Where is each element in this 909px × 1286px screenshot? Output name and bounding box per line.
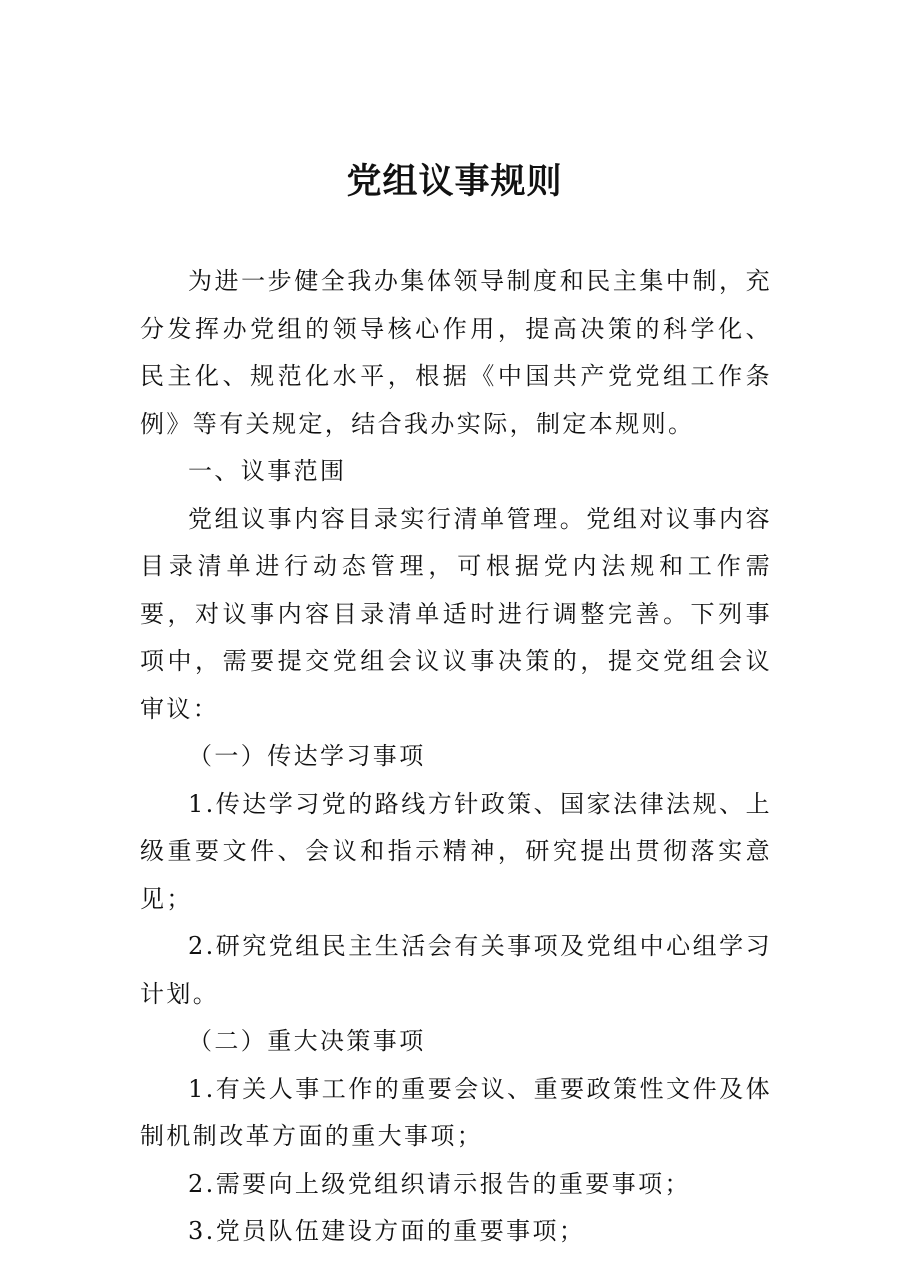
list-item: 2.需要向上级党组织请示报告的重要事项； [188,1169,691,1198]
section-1-paragraph: 党组议事内容目录实行清单管理。党组对议事内容目录清单进行动态管理，可根据党内法规和工作需要，对议事内容目录清单适时进行调整完善。下列事项中，需要提交党组会议议事决策的，提交党组会议审议： [140,504,772,723]
list-item: 3.党员队伍建设方面的重要事项； [188,1217,586,1245]
list-item: 2.研究党组民主生活会有关事项及党组中心组学习计划。 [140,932,772,1008]
subsection-heading-2: （二）重大决策事项 [188,1027,426,1055]
list-item: 1.有关人事工作的重要会议、重要政策性文件及体制机制改革方面的重大事项； [140,1074,772,1150]
document-title: 党组议事规则 [346,161,563,202]
intro-paragraph: 为进一步健全我办集体领导制度和民主集中制，充分发挥办党组的领导核心作用，提高决策的科学化、民主化、规范化水平，根据《中国共产党党组工作条例》等有关规定，结合我办实际，制定本规则。 [140,267,772,438]
list-item: 1.传达学习党的路线方针政策、国家法律法规、上级重要文件、会议和指示精神，研究提出贯彻落实意见； [140,789,772,913]
section-heading-1: 一、议事范围 [188,457,347,485]
document-body [140,258,772,1256]
subsection-heading-1: （一）传达学习事项 [188,742,426,770]
